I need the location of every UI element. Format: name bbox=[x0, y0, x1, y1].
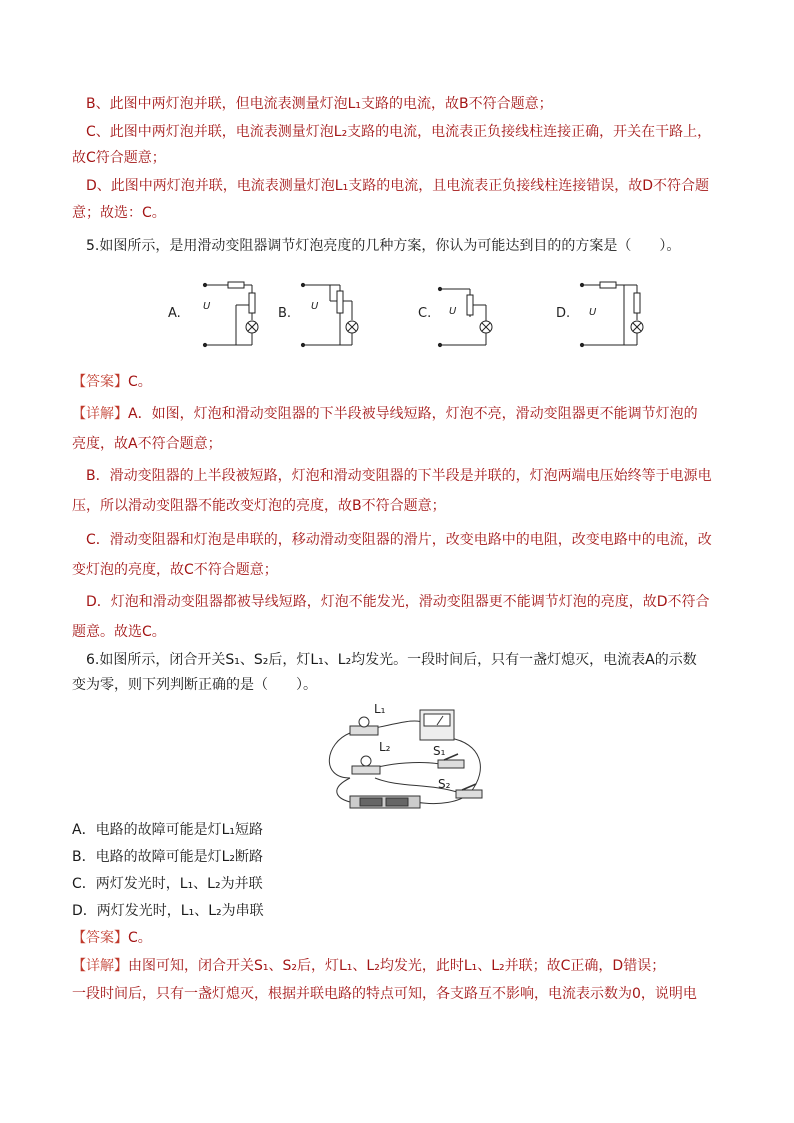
q6-stem-line2: 变为零，则下列判断正确的是（ ）。 bbox=[72, 677, 317, 693]
q5-u-label-b: U bbox=[311, 301, 319, 312]
q5-detail-c-line1: C．滑动变阻器和灯泡是串联的，移动滑动变阻器的滑片，改变电路中的电阻，改变电路中的电流，改 bbox=[86, 532, 712, 548]
q6-label-l2: L₂ bbox=[379, 740, 391, 754]
q6-stem-line1: 6.如图所示，闭合开关S₁、S₂后，灯L₁、L₂均发光。一段时间后，只有一盏灯熄灭，电流表A的示数 bbox=[86, 652, 697, 668]
q5-detail-b-line1: B．滑动变阻器的上半段被短路，灯泡和滑动变阻器的下半段是并联的，灯泡两端电压始终等于电源电 bbox=[86, 468, 712, 484]
q6-detail-line2: 一段时间后，只有一盏灯熄灭，根据并联电路的特点可知，各支路互不影响，电流表示数为0，说明电 bbox=[72, 986, 697, 1002]
circuit-b bbox=[301, 283, 358, 346]
q5-option-b-label: B. bbox=[278, 306, 292, 321]
q6-label-l1: L₁ bbox=[374, 702, 386, 716]
q5-detail-d-line2: 题意。故选C。 bbox=[72, 624, 166, 640]
q6-label-s1: S₁ bbox=[433, 744, 446, 758]
q5-detail-a-line2: 亮度，故A不符合题意； bbox=[72, 436, 222, 452]
analysis-c-line2: 故C符合题意； bbox=[72, 150, 166, 166]
q6-answer-value: C。 bbox=[128, 930, 152, 946]
q5-circuit-diagrams bbox=[0, 265, 794, 385]
q6-option-d: D．两灯发光时，L₁、L₂为串联 bbox=[72, 903, 264, 919]
q6-option-b: B．电路的故障可能是灯L₂断路 bbox=[72, 849, 264, 865]
q5-detail-d-line1: D．灯泡和滑动变阻器都被导线短路，灯泡不能发光，滑动变阻器更不能调节灯泡的亮度，故D不符合 bbox=[86, 594, 710, 610]
q5-answer-value: C。 bbox=[128, 374, 152, 390]
q5-detail-b-line2: 压，所以滑动变阻器不能改变灯泡的亮度，故B不符合题意； bbox=[72, 498, 446, 514]
analysis-d-line2: 意；故选：C。 bbox=[72, 205, 166, 221]
q5-option-c-label: C. bbox=[418, 306, 432, 321]
q6-label-s2: S₂ bbox=[438, 777, 451, 791]
analysis-d-line1: D、此图中两灯泡并联，电流表测量灯泡L₁支路的电流，且电流表正负接线柱连接错误，故D不符合题 bbox=[86, 178, 709, 194]
analysis-c-line1: C、此图中两灯泡并联，电流表测量灯泡L₂支路的电流，电流表正负接线柱连接正确，开关在干路上， bbox=[86, 124, 712, 140]
q6-answer bbox=[72, 928, 152, 948]
q5-u-label-d: U bbox=[589, 307, 597, 318]
q6-detail-label: 【详解】 bbox=[72, 958, 128, 974]
q5-detail-a-line1 bbox=[72, 404, 698, 424]
q5-detail-label: 【详解】 bbox=[72, 406, 128, 422]
q6-answer-label: 【答案】 bbox=[72, 930, 128, 946]
q6-option-a: A．电路的故障可能是灯L₁短路 bbox=[72, 822, 263, 838]
q5-u-label-a: U bbox=[203, 301, 211, 312]
q5-answer bbox=[72, 372, 152, 392]
q5-answer-label: 【答案】 bbox=[72, 374, 128, 390]
q5-option-d-label: D. bbox=[556, 306, 571, 321]
analysis-b: B、此图中两灯泡并联，但电流表测量灯泡L₁支路的电流，故B不符合题意； bbox=[86, 96, 553, 112]
q5-detail-a-text: A．如图，灯泡和滑动变阻器的下半段被导线短路，灯泡不亮，滑动变阻器更不能调节灯泡的 bbox=[128, 406, 698, 422]
q6-option-c: C．两灯发光时，L₁、L₂为并联 bbox=[72, 876, 263, 892]
q5-stem: 5.如图所示，是用滑动变阻器调节灯泡亮度的几种方案，你认为可能达到目的的方案是（ ）。 bbox=[86, 238, 681, 254]
q5-option-a-label: A. bbox=[168, 306, 181, 321]
q6-detail-line1 bbox=[72, 956, 665, 976]
circuit-c bbox=[438, 287, 492, 346]
circuit-a bbox=[203, 282, 258, 347]
q6-detail-text1: 由图可知，闭合开关S₁、S₂后，灯L₁、L₂均发光，此时L₁、L₂并联；故C正确，D错误； bbox=[128, 958, 666, 974]
q5-u-label-c: U bbox=[449, 306, 457, 317]
q5-detail-c-line2: 变灯泡的亮度，故C不符合题意； bbox=[72, 562, 278, 578]
q6-circuit-photo bbox=[320, 698, 500, 813]
